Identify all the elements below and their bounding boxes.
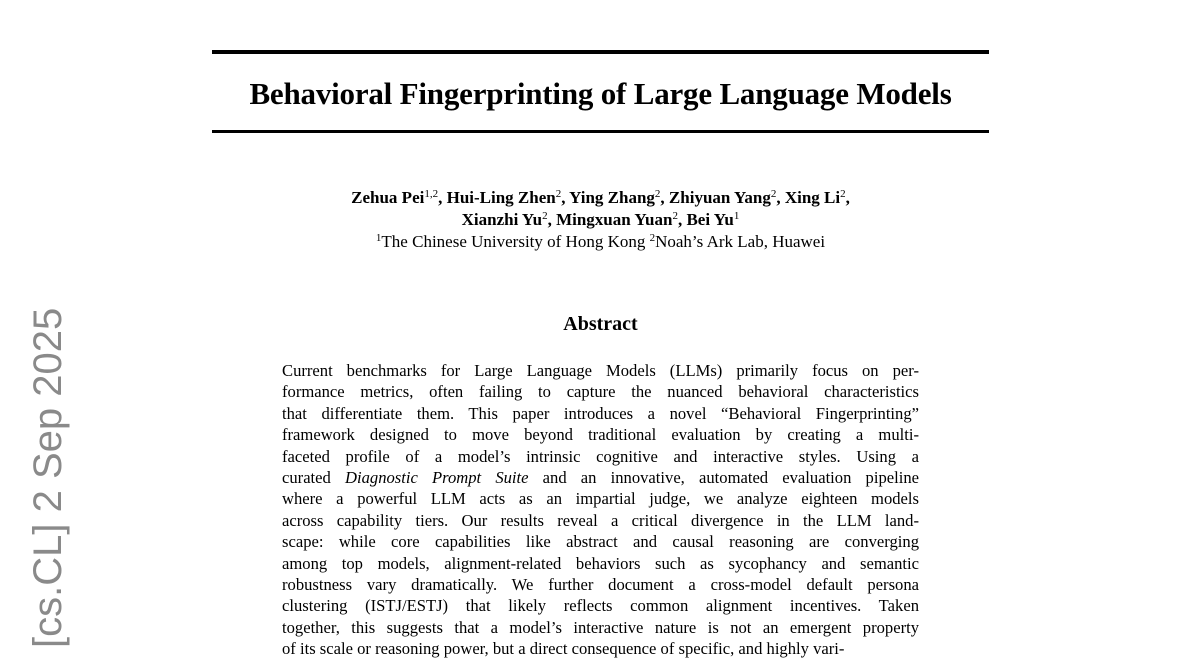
affiliation-number: 2: [649, 232, 656, 244]
author-separator: ,: [845, 188, 850, 207]
abstract-text: together, this suggests that a model’s interactive nature is not an emergent property: [282, 617, 919, 637]
arxiv-identifier-stamp: [cs.CL] 2 Sep 2025: [26, 307, 70, 648]
abstract-line: [282, 595, 919, 616]
abstract-line: [282, 403, 919, 424]
abstract-text: Current benchmarks for Large Language Models (LLMs) primarily focus on per-: [282, 361, 919, 380]
affiliation-line: [212, 231, 989, 253]
author-separator: ,: [776, 188, 785, 207]
abstract-text: faceted profile of a model’s intrinsic cognitive and interactive styles. Using a: [282, 446, 919, 466]
abstract-line: [282, 446, 919, 467]
author-affiliation-mark: 1: [733, 210, 740, 222]
abstract-line: [282, 424, 919, 445]
abstract-text: where a powerful LLM acts as an impartial judge, we analyze eighteen models: [282, 489, 919, 509]
abstract-text: curated: [282, 467, 345, 487]
author-name: Zhiyuan Yang: [668, 188, 771, 207]
abstract-text: among top models, alignment-related behaviors such as sycophancy and semantic: [282, 553, 919, 573]
abstract-text: framework designed to move beyond traditional evaluation by creating a multi-: [282, 425, 919, 445]
abstract-line: [282, 553, 919, 574]
abstract-text: across capability tiers. Our results reveal a critical divergence in the LLM land-: [282, 510, 919, 530]
abstract-line: [282, 617, 919, 638]
abstract-text: that differentiate them. This paper introduces a novel “Behavioral Fingerprinting”: [282, 403, 919, 423]
affiliation-name: Noah’s Ark Lab, Huawei: [655, 232, 826, 251]
abstract-line: [282, 531, 919, 552]
paper-title: Behavioral Fingerprinting of Large Language Models: [249, 76, 952, 111]
author-name: Ying Zhang: [569, 188, 655, 207]
abstract-line: [282, 381, 919, 402]
abstract-italic-term: Diagnostic Prompt Suite: [345, 467, 529, 487]
author-affiliation-mark: 1,2: [424, 188, 439, 200]
affiliation-number: 1: [375, 232, 382, 244]
author-list: [212, 187, 989, 231]
abstract-text: robustness vary dramatically. We further document a cross-model default persona: [282, 574, 919, 594]
abstract-text: and an innovative, automated evaluation pipeline: [528, 467, 920, 487]
author-affiliation-mark: 2: [672, 210, 678, 222]
abstract-line: [282, 488, 919, 509]
author-name: Mingxuan Yuan: [556, 210, 673, 229]
abstract-line: [282, 574, 919, 595]
title-top-rule: [212, 50, 989, 54]
abstract-line: [282, 638, 919, 659]
author-affiliation-mark: 2: [555, 188, 562, 200]
abstract-line: [282, 467, 919, 488]
author-separator: ,: [547, 210, 557, 229]
author-separator: ,: [561, 188, 570, 207]
author-separator: ,: [677, 210, 687, 229]
author-name: Zehua Pei: [351, 188, 425, 207]
author-affiliation-mark: 2: [542, 210, 548, 222]
author-affiliation-mark: 2: [840, 188, 846, 200]
author-affiliation-mark: 2: [770, 188, 777, 200]
author-separator: ,: [438, 188, 447, 207]
title-bottom-rule: [212, 130, 989, 133]
author-name: Bei Yu: [686, 210, 734, 229]
author-name: Xing Li: [784, 188, 841, 207]
abstract-body: [282, 360, 919, 659]
abstract-line: [282, 510, 919, 531]
abstract-heading: Abstract: [563, 313, 638, 335]
abstract-text: formance metrics, often failing to capture the nuanced behavioral characteristics: [282, 382, 919, 402]
abstract-text: of its scale or reasoning power, but a direct consequence of specific, and highly vari-: [282, 639, 845, 659]
author-name: Hui-Ling Zhen: [446, 188, 556, 207]
author-name: Xianzhi Yu: [461, 210, 543, 229]
abstract-text: clustering (ISTJ/ESTJ) that likely reflects common alignment incentives. Taken: [282, 596, 919, 616]
author-block: [212, 187, 989, 253]
abstract-text: scape: while core capabilities like abstract and causal reasoning are converging: [282, 532, 919, 552]
abstract-line: [282, 360, 919, 381]
author-affiliation-mark: 2: [654, 188, 661, 200]
author-separator: ,: [660, 188, 669, 207]
affiliation-name: The Chinese University of Hong Kong: [381, 232, 646, 251]
